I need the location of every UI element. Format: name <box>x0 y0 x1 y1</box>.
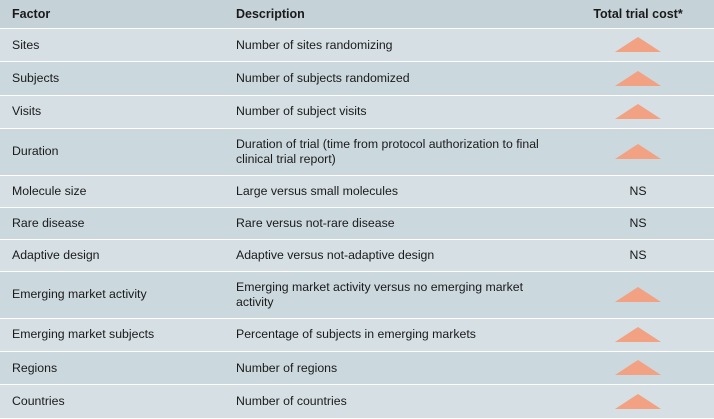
cost-increase-triangle-icon <box>615 104 661 120</box>
column-header-description: Description <box>224 0 562 29</box>
cell-factor: Sites <box>0 29 224 62</box>
cost-increase-triangle-icon <box>615 71 661 87</box>
cell-factor: Duration <box>0 128 224 175</box>
cost-increase-triangle-icon <box>615 327 661 343</box>
table-header-row <box>0 0 714 29</box>
cost-increase-triangle-icon <box>615 37 661 53</box>
cell-factor: Rare disease <box>0 207 224 239</box>
cell-description: Number of regions <box>224 352 562 385</box>
cost-increase-triangle-icon <box>615 287 661 303</box>
table-row <box>0 239 714 271</box>
table-header <box>0 0 714 29</box>
cell-total-trial-cost <box>562 352 714 385</box>
triangle-up-icon <box>615 327 661 342</box>
triangle-up-icon <box>615 144 661 159</box>
table-row <box>0 95 714 128</box>
cell-description: Number of subject visits <box>224 95 562 128</box>
cell-factor: Countries <box>0 385 224 418</box>
table-row <box>0 62 714 95</box>
cell-total-trial-cost <box>562 271 714 318</box>
cell-factor: Visits <box>0 95 224 128</box>
table-row <box>0 29 714 62</box>
cell-description: Number of subjects randomized <box>224 62 562 95</box>
cell-description: Rare versus not-rare disease <box>224 207 562 239</box>
triangle-up-icon <box>615 287 661 302</box>
column-header-factor: Factor <box>0 0 224 29</box>
cell-description: Emerging market activity versus no emerging market activity <box>224 271 562 318</box>
cost-not-significant-label: NS <box>629 247 647 262</box>
cell-factor: Adaptive design <box>0 239 224 271</box>
cell-description: Adaptive versus not-adaptive design <box>224 239 562 271</box>
table-row <box>0 271 714 318</box>
cell-factor: Emerging market subjects <box>0 318 224 351</box>
cell-total-trial-cost <box>562 175 714 207</box>
cell-description: Large versus small molecules <box>224 175 562 207</box>
triangle-up-icon <box>615 71 661 86</box>
table-row <box>0 207 714 239</box>
triangle-up-icon <box>615 37 661 52</box>
cell-description: Percentage of subjects in emerging markets <box>224 318 562 351</box>
table-row <box>0 175 714 207</box>
table-body <box>0 29 714 419</box>
cost-not-significant-label: NS <box>629 215 647 230</box>
cell-factor: Regions <box>0 352 224 385</box>
cell-total-trial-cost <box>562 318 714 351</box>
table-row <box>0 385 714 418</box>
cell-factor: Subjects <box>0 62 224 95</box>
cell-total-trial-cost <box>562 207 714 239</box>
cell-total-trial-cost <box>562 128 714 175</box>
cost-increase-triangle-icon <box>615 360 661 376</box>
cost-not-significant-label: NS <box>629 183 647 198</box>
table-row <box>0 128 714 175</box>
column-header-total-trial-cost: Total trial cost* <box>562 0 714 29</box>
triangle-up-icon <box>615 394 661 409</box>
cell-factor: Molecule size <box>0 175 224 207</box>
cost-increase-triangle-icon <box>615 144 661 160</box>
cell-total-trial-cost <box>562 95 714 128</box>
triangle-up-icon <box>615 360 661 375</box>
cell-description: Duration of trial (time from protocol authorization to final clinical trial report) <box>224 128 562 175</box>
cell-factor: Emerging market activity <box>0 271 224 318</box>
cell-total-trial-cost <box>562 385 714 418</box>
table-row <box>0 352 714 385</box>
cell-total-trial-cost <box>562 29 714 62</box>
table-row <box>0 318 714 351</box>
cell-total-trial-cost <box>562 62 714 95</box>
cell-total-trial-cost <box>562 239 714 271</box>
triangle-up-icon <box>615 104 661 119</box>
cell-description: Number of countries <box>224 385 562 418</box>
cell-description: Number of sites randomizing <box>224 29 562 62</box>
cost-increase-triangle-icon <box>615 394 661 410</box>
